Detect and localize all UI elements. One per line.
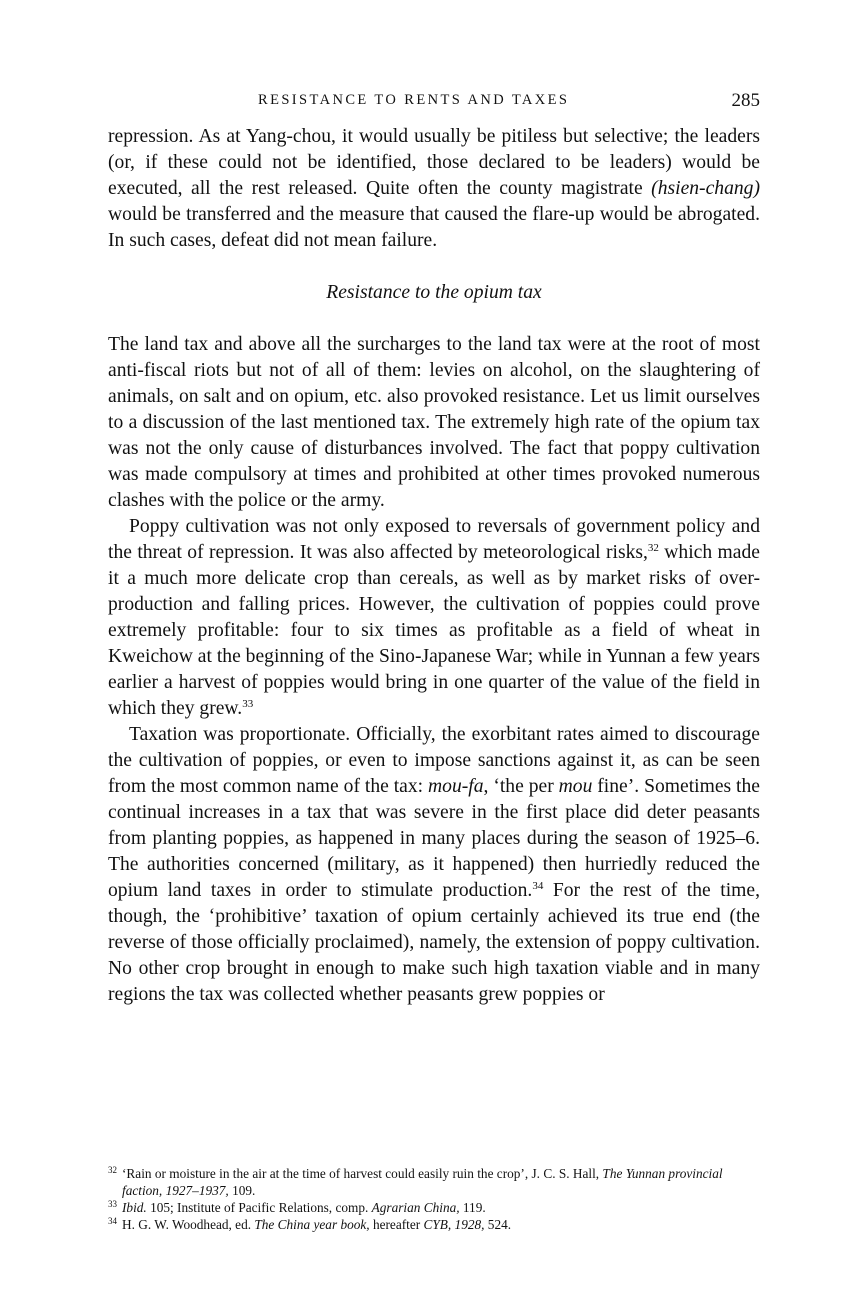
paragraph-1-text-end: would be transferred and the measure that caused the flare-up would be abrogated. In such cases, defeat did not mean failure.: [108, 204, 760, 251]
page-number: 285: [731, 90, 760, 111]
footnote-number: 32: [108, 1165, 117, 1175]
paragraph-4-text-b: , ‘the per: [483, 776, 559, 797]
paragraph-3: [108, 514, 760, 722]
section-heading: Resistance to the opium tax: [326, 282, 542, 303]
footnote-title: The Yunnan provincial faction, 1927–1937,: [122, 1166, 723, 1198]
footnote-ref-33[interactable]: 33: [242, 698, 254, 710]
paragraph-4: [108, 722, 760, 1008]
paragraph-1: [108, 124, 760, 254]
paragraph-4-text-c: fine’. Sometimes the continual increases in a tax that was severe in the first place did deter peasants from planting poppies, as happened in many places during the season of 1925–6. The authorities concerned (military, as it happened) then hurriedly reduced the opium land taxes in order to stimulate production.: [108, 776, 760, 901]
term-mou: mou: [558, 776, 593, 797]
footnote-text: 105; Institute of Pacific Relations, comp.: [146, 1200, 372, 1215]
footnote-text: 524.: [484, 1217, 512, 1232]
term-mou-fa: mou-fa: [428, 776, 484, 797]
paragraph-3-text-b: which made it a much more delicate crop than cereals, as well as by market risks of over-production and falling prices. However, the cultivation of poppies could prove extremely profitable: four to six times as profitable as a field of wheat in Kweichow at the beginning of the Sino-Japanese War; while in Yunnan a few years earlier a harvest of poppies would bring in one quarter of the value of the field in which they grew.: [108, 542, 760, 719]
page-header: [108, 92, 760, 116]
footnote-title: The China year book,: [254, 1217, 370, 1232]
paragraph-1-italic-term: (hsien-chang): [651, 178, 760, 199]
paragraph-3-text-a: Poppy cultivation was not only exposed to reversals of government policy and the threat of repression. It was also affected by meteorological risks,: [108, 516, 760, 563]
footnote-ibid: Ibid.: [122, 1200, 147, 1215]
footnote-text: hereafter: [369, 1217, 424, 1232]
paragraph-1-text: repression. As at Yang-chou, it would usually be pitiless but selective; the leaders (or, if these could not be identified, those declared to be leaders) would be executed, all the rest released. Quite often the county magistrate: [108, 126, 760, 199]
footnotes: [108, 1165, 760, 1233]
footnote-ref-32[interactable]: 32: [647, 542, 659, 554]
footnote-number: 34: [108, 1216, 117, 1226]
footnote-text: 119.: [459, 1200, 486, 1215]
running-title: RESISTANCE TO RENTS AND TAXES: [258, 92, 570, 108]
footnote-34: [108, 1216, 760, 1233]
footnote-33: [108, 1199, 760, 1216]
footnote-title: Agrarian China,: [371, 1200, 460, 1215]
footnote-abbrev: CYB, 1928,: [423, 1217, 485, 1232]
paragraph-2: The land tax and above all the surcharges to the land tax were at the root of most anti-fiscal riots but not of all of them: levies on alcohol, on the slaughtering of animals, on salt and on opium, etc. also provoked resistance. Let us limit ourselves to a discussion of the last mentioned tax. The extremely high rate of the opium tax was not the only cause of disturbances involved. The fact that poppy cultivation was made compulsory at times and prohibited at other times provoked numerous clashes with the police or the army.: [108, 334, 760, 511]
footnote-number: 33: [108, 1199, 117, 1209]
paragraph-4-text-a: Taxation was proportionate. Officially, the exorbitant rates aimed to discourage the cultivation of poppies, or even to impose sanctions against it, as can be seen from the most common name of the tax:: [108, 724, 760, 797]
footnote-32: [108, 1165, 760, 1199]
footnote-text: H. G. W. Woodhead, ed.: [122, 1217, 255, 1232]
paragraph-4-text-d: For the rest of the time, though, the ‘prohibitive’ taxation of opium certainly achieved its true end (the reverse of those officially proclaimed), namely, the extension of poppy cultivation. No other crop brought in enough to make such high taxation viable and in many regions the tax was collected whether peasants grew poppies or: [108, 880, 760, 1005]
footnote-ref-34[interactable]: 34: [532, 880, 544, 892]
body-text: [108, 124, 760, 1008]
footnote-text: 109.: [228, 1183, 256, 1198]
footnote-text: ‘Rain or moisture in the air at the time of harvest could easily ruin the crop’, J. C. S. Hall,: [122, 1166, 603, 1181]
